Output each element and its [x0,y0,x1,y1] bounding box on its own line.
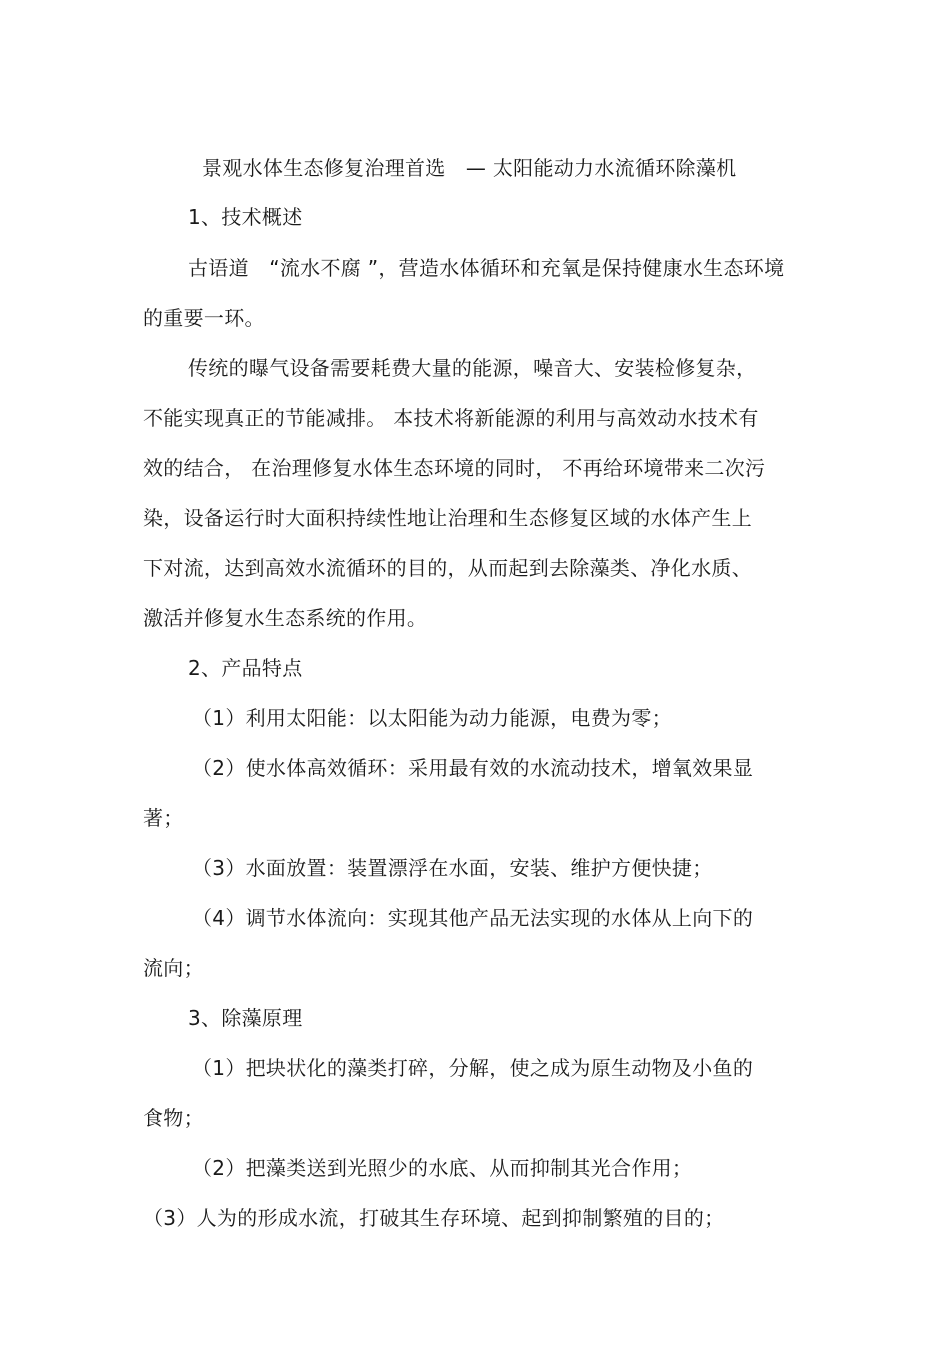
list-item: （1）利用太阳能：以太阳能为动力能源，电费为零； [192,706,672,730]
list-item: （4）调节水体流向：实现其他产品无法实现的水体从上向下的 [192,906,754,930]
list-item: （3）水面放置：装置漂浮在水面，安装、维护方便快捷； [192,856,713,880]
list-item: （2）使水体高效循环：采用最有效的水流动技术，增氧效果显 [192,756,754,780]
paragraph-line: 效的结合， 在治理修复水体生态环境的同时， 不再给环境带来二次污 [143,456,766,480]
paragraph-line: 古语道 “流水不腐 ”，营造水体循环和充氧是保持健康水生态环境 [188,256,785,280]
paragraph-line: 下对流，达到高效水流循环的目的，从而起到去除藻类、净化水质、 [143,556,752,580]
list-item-continuation: 食物； [143,1106,204,1130]
list-item-continuation: 著； [143,806,184,830]
paragraph-line: 的重要一环。 [143,306,265,330]
paragraph-line: 激活并修复水生态系统的作用。 [143,606,428,630]
section-heading-overview: 1、技术概述 [188,205,303,229]
list-item-continuation: 流向； [143,956,204,980]
list-item: （1）把块状化的藻类打碎，分解，使之成为原生动物及小鱼的 [192,1056,754,1080]
paragraph-line: 染，设备运行时大面积持续性地让治理和生态修复区域的水体产生上 [143,506,752,530]
section-heading-principle: 3、除藻原理 [188,1006,303,1030]
document-title: 景观水体生态修复治理首选 — 太阳能动力水流循环除藻机 [202,156,737,180]
list-item: （2）把藻类送到光照少的水底、从而抑制其光合作用； [192,1156,693,1180]
paragraph-line: 不能实现真正的节能减排。 本技术将新能源的利用与高效动水技术有 [143,406,759,430]
section-heading-features: 2、产品特点 [188,656,303,680]
paragraph-line: 传统的曝气设备需要耗费大量的能源，噪音大、安装检修复杂， [188,356,757,380]
list-item: （3）人为的形成水流，打破其生存环境、起到抑制繁殖的目的； [143,1206,725,1230]
